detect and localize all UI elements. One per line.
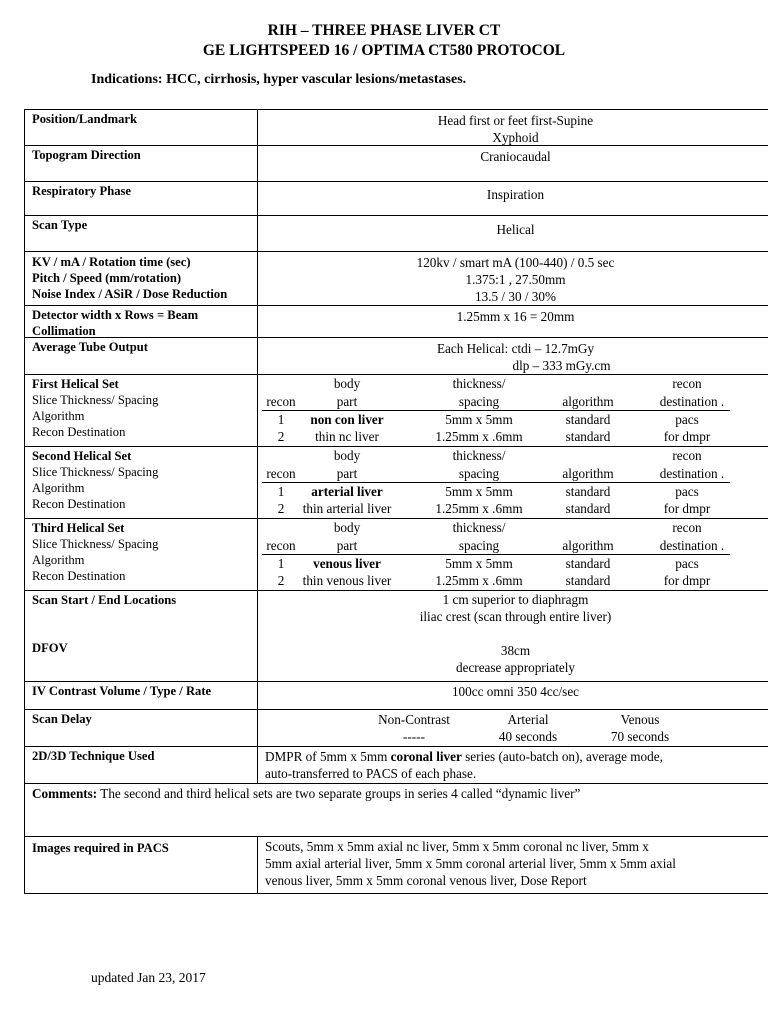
recon-cell-thick: 1.25mm x .6mm <box>435 501 523 516</box>
recon-cell-alg: standard <box>565 556 611 571</box>
label-line: DFOV <box>32 641 68 655</box>
delay-value: 70 seconds <box>610 729 670 744</box>
recon-cell-thick: 1.25mm x .6mm <box>435 429 523 444</box>
recon-cell-n: 1 <box>277 556 285 571</box>
label-line: Collimation <box>32 324 96 338</box>
recon-cell-thick: 5mm x 5mm <box>445 556 513 571</box>
row-label: Position/Landmark <box>25 110 258 145</box>
recon-cell-alg: standard <box>565 501 611 516</box>
value-line: 5mm axial arterial liver, 5mm x 5mm coronal arterial liver, 5mm x 5mm axial <box>265 856 676 871</box>
recon-cell-alg: standard <box>565 412 611 427</box>
row-position <box>25 110 768 146</box>
label-line: Recon Destination <box>32 497 126 511</box>
row-topogram <box>25 146 768 182</box>
recon-header: body <box>333 376 361 391</box>
row-label <box>25 375 258 446</box>
value-line: 120kv / smart mA (100-440) / 0.5 sec <box>416 255 615 270</box>
row-scan-type <box>25 216 768 252</box>
value-line: 13.5 / 30 / 30% <box>475 289 556 304</box>
row-detector <box>25 306 768 338</box>
value-line: Each Helical: ctdi – 12.7mGy <box>436 341 595 356</box>
row-value <box>258 252 768 305</box>
value-line: dlp – 333 mGy.cm <box>512 358 611 373</box>
delay-header: Venous <box>620 712 660 727</box>
row-scan-delay <box>25 710 768 747</box>
recon-cell-n: 1 <box>277 484 285 499</box>
recon-header: spacing <box>458 538 500 553</box>
recon-table <box>258 447 768 518</box>
helical-title: Third Helical Set <box>32 521 125 535</box>
recon-cell-n: 2 <box>277 429 285 444</box>
page-title: RIH – THREE PHASE LIVER CT <box>267 22 501 39</box>
row-label: Scan Type <box>25 216 258 251</box>
value-line: 1 cm superior to diaphragm <box>442 592 589 607</box>
row-value <box>258 591 768 681</box>
row-label: Respiratory Phase <box>25 182 258 215</box>
row-helical-1 <box>25 375 768 447</box>
recon-header: recon <box>266 466 296 481</box>
value-line: Head first or feet first-Supine <box>437 113 594 128</box>
recon-cell-dest: for dmpr <box>663 501 711 516</box>
row-label: 2D/3D Technique Used <box>25 747 258 783</box>
text-span: series (auto-batch on), average mode, <box>461 749 663 764</box>
recon-cell-n: 2 <box>277 573 285 588</box>
comments-label: Comments: <box>32 786 98 801</box>
recon-cell-thick: 5mm x 5mm <box>445 412 513 427</box>
page-subtitle: GE LIGHTSPEED 16 / OPTIMA CT580 PROTOCOL <box>202 42 566 59</box>
row-technique <box>25 747 768 784</box>
recon-cell-part: non con liver <box>310 412 384 427</box>
updated-date: updated Jan 23, 2017 <box>91 970 206 985</box>
recon-cell-thick: 1.25mm x .6mm <box>435 573 523 588</box>
helical-title: Second Helical Set <box>32 449 132 463</box>
value-line: auto-transferred to PACS of each phase. <box>265 766 477 781</box>
row-value <box>258 338 768 374</box>
recon-cell-alg: standard <box>565 573 611 588</box>
delay-value: 40 seconds <box>498 729 558 744</box>
recon-cell-part: thin venous liver <box>302 573 392 588</box>
recon-cell-dest: for dmpr <box>663 429 711 444</box>
recon-header: recon <box>672 448 702 463</box>
row-label <box>25 306 258 337</box>
recon-header: body <box>333 448 361 463</box>
row-value: Inspiration <box>486 187 545 202</box>
value-line: venous liver, 5mm x 5mm coronal venous liver, Dose Report <box>265 873 587 888</box>
recon-cell-part: thin arterial liver <box>302 501 392 516</box>
recon-header: destination . <box>659 394 725 409</box>
row-value: Helical <box>496 222 535 237</box>
label-line: Scan Start / End Locations <box>32 593 177 607</box>
recon-header: thickness/ <box>452 376 506 391</box>
recon-header: algorithm <box>562 538 614 553</box>
recon-cell-n: 2 <box>277 501 285 516</box>
value-line: 38cm <box>500 643 531 658</box>
row-scan-start-dfov <box>25 591 768 682</box>
row-value: Craniocaudal <box>480 149 551 164</box>
recon-cell-n: 1 <box>277 412 285 427</box>
row-helical-2 <box>25 447 768 519</box>
row-value: 100cc omni 350 4cc/sec <box>451 684 580 699</box>
recon-cell-dest: pacs <box>675 412 699 427</box>
recon-cell-dest: for dmpr <box>663 573 711 588</box>
protocol-table <box>24 109 768 894</box>
value-line: decrease appropriately <box>456 660 575 675</box>
label-line: Detector width x Rows = Beam <box>32 308 199 322</box>
recon-cell-thick: 5mm x 5mm <box>445 484 513 499</box>
recon-header: thickness/ <box>452 448 506 463</box>
row-label <box>25 519 258 590</box>
value-line: Xyphoid <box>492 130 539 145</box>
label-line: Algorithm <box>32 553 85 567</box>
recon-header: spacing <box>458 466 500 481</box>
delay-header: Arterial <box>507 712 549 727</box>
label-line: Slice Thickness/ Spacing <box>32 537 159 551</box>
recon-cell-part: thin nc liver <box>315 429 379 444</box>
label-line: Recon Destination <box>32 425 126 439</box>
comments <box>25 784 768 836</box>
row-value <box>258 837 768 893</box>
recon-header: part <box>336 538 358 553</box>
row-label: Images required in PACS <box>25 837 258 893</box>
label-line: Recon Destination <box>32 569 126 583</box>
label-line: KV / mA / Rotation time (sec) <box>32 255 191 269</box>
row-value <box>258 710 768 746</box>
delay-header: Non-Contrast <box>378 712 450 727</box>
value-line: Scouts, 5mm x 5mm axial nc liver, 5mm x 5mm coronal nc liver, 5mm x <box>265 839 649 854</box>
recon-cell-alg: standard <box>565 429 611 444</box>
comments-text: The second and third helical sets are two separate groups in series 4 called “dynamic liver” <box>97 786 581 801</box>
row-iv-contrast <box>25 682 768 710</box>
recon-cell-alg: standard <box>565 484 611 499</box>
value-line: 1.375:1 , 27.50mm <box>465 272 566 287</box>
label-line: Algorithm <box>32 481 85 495</box>
recon-header: recon <box>672 376 702 391</box>
row-value <box>258 747 768 783</box>
recon-header: recon <box>266 394 296 409</box>
row-tube-output <box>25 338 768 375</box>
recon-header: spacing <box>458 394 500 409</box>
recon-cell-part: venous liver <box>313 556 381 571</box>
recon-header: recon <box>266 538 296 553</box>
row-label: Topogram Direction <box>25 146 258 181</box>
row-label <box>25 591 258 681</box>
row-label: Average Tube Output <box>25 338 258 374</box>
label-line: Pitch / Speed (mm/rotation) <box>32 271 182 285</box>
row-helical-3 <box>25 519 768 591</box>
recon-header: body <box>333 520 361 535</box>
value-line: iliac crest (scan through entire liver) <box>419 609 612 624</box>
row-images-pacs <box>25 837 768 893</box>
recon-header: destination . <box>659 538 725 553</box>
row-value <box>258 110 768 145</box>
label-line: Slice Thickness/ Spacing <box>32 393 159 407</box>
row-value: 1.25mm x 16 = 20mm <box>456 309 575 324</box>
recon-table <box>258 375 768 446</box>
recon-cell-dest: pacs <box>675 484 699 499</box>
recon-header: thickness/ <box>452 520 506 535</box>
recon-header: recon <box>672 520 702 535</box>
row-comments <box>25 784 768 837</box>
row-label: IV Contrast Volume / Type / Rate <box>25 682 258 709</box>
recon-header: algorithm <box>562 466 614 481</box>
recon-cell-part: arterial liver <box>311 484 383 499</box>
row-kv <box>25 252 768 306</box>
recon-table <box>258 519 768 590</box>
recon-header: algorithm <box>562 394 614 409</box>
label-line: Slice Thickness/ Spacing <box>32 465 159 479</box>
indications: Indications: HCC, cirrhosis, hyper vascular lesions/metastases. <box>91 72 467 87</box>
delay-value: ----- <box>403 729 425 744</box>
helical-title: First Helical Set <box>32 377 119 391</box>
text-span: DMPR of 5mm x 5mm <box>265 749 391 764</box>
recon-cell-dest: pacs <box>675 556 699 571</box>
label-line: Algorithm <box>32 409 85 423</box>
recon-header: destination . <box>659 466 725 481</box>
row-label: Scan Delay <box>25 710 258 746</box>
recon-header: part <box>336 466 358 481</box>
text-bold: coronal liver <box>390 749 462 764</box>
row-label <box>25 447 258 518</box>
value-line <box>265 748 768 765</box>
row-label <box>25 252 258 305</box>
label-line: Noise Index / ASiR / Dose Reduction <box>32 287 228 301</box>
recon-header: part <box>336 394 358 409</box>
row-respiratory <box>25 182 768 216</box>
